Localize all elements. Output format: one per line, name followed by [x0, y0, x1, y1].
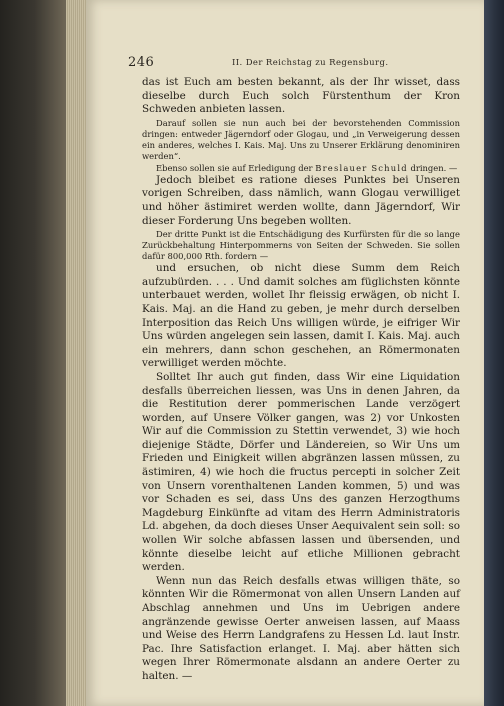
page-header: [128, 55, 458, 74]
note-text-before: Ebenso sollen sie auf Erledigung der: [156, 162, 316, 173]
running-head: II. Der Reichstag zu Regensburg.: [232, 58, 389, 68]
page-number: 246: [128, 55, 155, 70]
note-paragraph-2: Darauf sollen sie nun auch bei der bevorstehenden Commission dringen: entweder Jägerndorf oder Glogau, und „in Verweigerung dessen ein anderes, welches I. Kais. Maj. Uns zu Unserer Erklärung denominiren werden“.: [142, 117, 460, 161]
text-block: [142, 76, 460, 684]
paragraph-4: Jedoch bleibet es ratione dieses Punktes bei Unseren vorigen Schreiben, dass nämlich, wann Glogau verwilliget und höher ästimiret werden wollte, dann Jägerndorf, Wir dieser Forderung Uns begeben wollten.: [142, 173, 460, 227]
paragraph-6: und ersuchen, ob nicht diese Summ dem Reich aufzubürden. . . . Und damit solches am füglichsten könnte unterbauet werden, wollet Ihr fleissig erwägen, ob nicht I. Kais. Maj. an die Hand zu geben, je mehr durch derselben Interposition das Reich Uns willigen würde, je eifriger Wir Uns würden angelegen sein lassen, damit I. Kais. Maj. auch ein mehrers, dann schon geschehen, an Römermonaten verwilliget werden möchte.: [142, 262, 460, 370]
paragraph-8: Wenn nun das Reich desfalls etwas willigen thäte, so könnten Wir die Römermonat von allen Unsern Landen auf Abschlag annehmen und Uns im Uebrigen andere angränzende gewisse Oerter anweisen lassen, auf Maass und Weise des Herrn Landgrafens zu Hessen Ld. laut Instr. Pac. Ihre Satisfaction erlanget. I. Maj. aber hätten sich wegen Ihrer Römermonate alsdann an andere Oerter zu halten. —: [142, 574, 460, 682]
note-paragraph-5: Der dritte Punkt ist die Entschädigung des Kurfürsten für die so lange Zurückbehaltung Hinterpommerns von Seiten der Schweden. Sie sollen dafür 800,000 Rth. fordern —: [142, 229, 460, 262]
note-spaced-term: Breslauer Schuld: [315, 162, 408, 173]
book-binding: [484, 0, 504, 706]
note-text-after: dringen. —: [407, 162, 458, 173]
note-paragraph-3: [142, 163, 460, 174]
paragraph-1: das ist Euch am besten bekannt, als der Ihr wisset, dass dieselbe durch Euch solch Fürstenthum der Kron Schweden anbieten lassen.: [142, 76, 460, 116]
paragraph-7: Solltet Ihr auch gut finden, dass Wir eine Liquidation desfalls überreichen liessen, was Uns in denen Jahren, da die Restitution derer pommerischen Lande verzögert worden, auf Unsere Völker gangen, was 2) vor Unkosten Wir auf die Commission zu Stettin verwendet, 3) wie hoch diejenige Städte, Dörfer und Ländereien, so Wir Uns um Frieden und Einigkeit willen abgränzen lassen müssen, zu ästimiren, 4) wie hoch die fructus percepti in solcher Zeit von Unsern vorenthaltenen Landen kommen, 5) und was vor Schaden es sei, dass Uns des ganzen Herzogthums Magdeburg Einkünfte ad vitam des Herrn Administratoris Ld. abgehen, da doch dieses Unser Aequivalent sein soll: so wollen Wir solche abfassen lassen und übersenden, und könnte dieselbe leicht auf etliche Millionen gebracht werden.: [142, 370, 460, 574]
